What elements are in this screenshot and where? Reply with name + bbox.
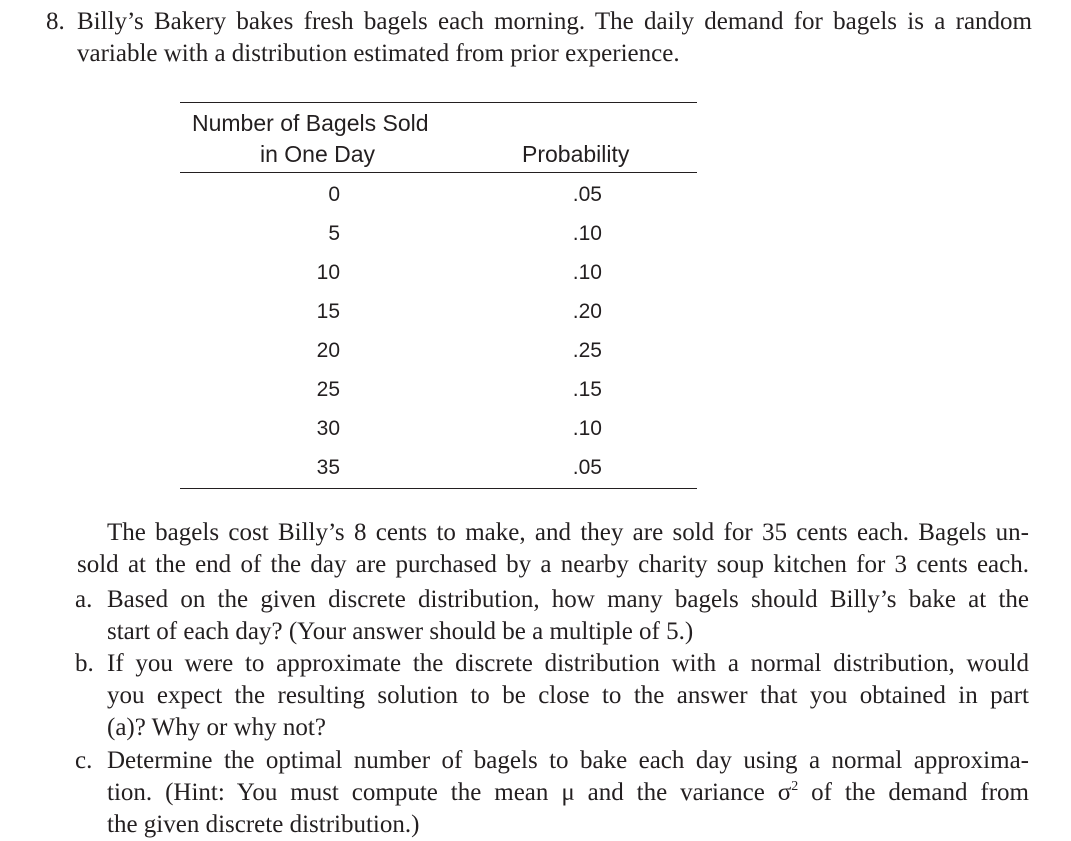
part-c-line-3: the given discrete distribution.) — [107, 811, 420, 838]
table-row — [180, 214, 697, 253]
bagels-sold-cell: 15 — [316, 300, 340, 323]
bagels-sold-cell: 0 — [328, 183, 340, 206]
probability-cell: .15 — [572, 378, 602, 401]
bagels-sold-cell: 25 — [316, 378, 340, 401]
probability-cell: .10 — [572, 261, 602, 284]
part-b-line-1: If you were to approximate the discrete distribution with a normal distribution, would — [107, 650, 1029, 677]
header-probability: Probability — [522, 141, 630, 167]
part-c-line-2-end: of the demand from — [798, 779, 1029, 806]
table-row — [180, 175, 697, 214]
part-c-line-2 — [107, 777, 1029, 809]
probability-cell: .20 — [572, 300, 602, 323]
problem-text — [77, 6, 1032, 70]
table-row — [180, 292, 697, 331]
problem-number: 8. — [46, 8, 65, 35]
table-row — [180, 253, 697, 292]
part-b-line-2: you expect the resulting solution to be close to the answer that you obtained in part — [107, 682, 1029, 709]
probability-cell: .25 — [572, 339, 602, 362]
part-c-line-2-start: tion. (Hint: You must compute the mean μ and the variance σ — [107, 779, 792, 806]
probability-cell: .10 — [572, 417, 602, 440]
bagels-sold-cell: 10 — [316, 261, 340, 284]
cutoff-text-fragment — [60, 0, 1020, 4]
problem-line-2: variable with a distribution estimated from prior experience. — [77, 40, 680, 67]
part-a-label: a. — [75, 586, 93, 613]
part-b-line-3: (a)? Why or why not? — [107, 714, 326, 741]
table-row — [180, 448, 697, 487]
bagels-sold-cell: 5 — [328, 222, 340, 245]
header-bagels-sold-line2: in One Day — [260, 141, 376, 167]
part-c-text — [107, 745, 1029, 841]
probability-cell: .05 — [572, 183, 602, 206]
probability-cell: .10 — [572, 222, 602, 245]
part-c-label: c. — [75, 747, 93, 774]
table-row — [180, 370, 697, 409]
table-row — [180, 409, 697, 448]
part-b-text — [107, 648, 1029, 744]
part-b-label: b. — [75, 650, 94, 677]
table-row — [180, 331, 697, 370]
table-top-rule — [180, 102, 697, 103]
part-a-line-1: Based on the given discrete distribution, how many bagels should Billy’s bake at the — [107, 586, 1029, 613]
intro-line-1: The bagels cost Billy’s 8 cents to make, and they are sold for 35 cents each. Bagels un- — [107, 519, 1029, 546]
problem-line-1: Billy’s Bakery bakes fresh bagels each morning. The daily demand for bagels is a random — [77, 8, 1032, 35]
bagels-sold-cell: 35 — [316, 456, 340, 479]
probability-cell: .05 — [572, 456, 602, 479]
bagels-sold-cell: 20 — [316, 339, 340, 362]
intro-line-2: sold at the end of the day are purchased by a nearby charity soup kitchen for 3 cents each. — [77, 551, 1029, 578]
bagels-sold-cell: 30 — [316, 417, 340, 440]
intro-paragraph — [77, 517, 1029, 581]
part-c-line-1: Determine the optimal number of bagels to bake each day using a normal approxima- — [107, 747, 1029, 774]
table-header-rule — [180, 172, 697, 173]
part-a-text — [107, 584, 1029, 648]
header-bagels-sold-line1: Number of Bagels Sold — [192, 110, 429, 136]
table-bottom-rule — [180, 488, 697, 489]
part-a-line-2: start of each day? (Your answer should be a multiple of 5.) — [107, 618, 694, 645]
variance-exponent: 2 — [791, 779, 799, 794]
